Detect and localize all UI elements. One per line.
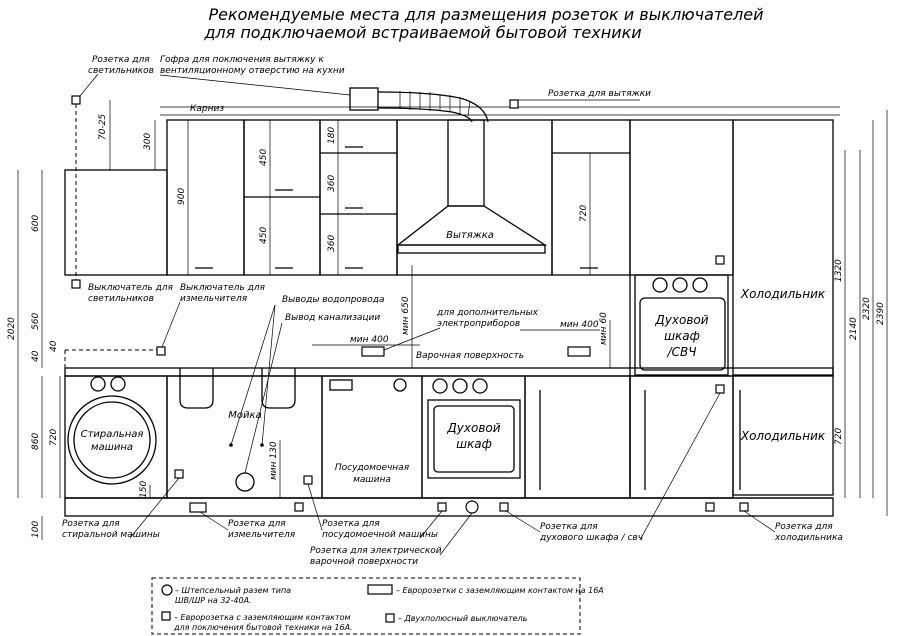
title-line-2: для подключаемой встраиваемой бытовой техники <box>204 23 642 42</box>
duct-pipe <box>350 88 488 122</box>
cornice-label: Карниз <box>190 104 225 114</box>
svg-text:70-25: 70-25 <box>98 113 108 140</box>
washing-machine-label-1: Стиральная <box>80 429 144 440</box>
washer-socket-icon <box>175 470 183 478</box>
extra-appliances-label-2: электроприборов <box>437 319 521 329</box>
legend-plug-2: ШВ/ШР на 32-40А. <box>175 596 252 605</box>
svg-text:2390: 2390 <box>876 302 886 325</box>
dishwasher <box>330 379 406 391</box>
title-line-1: Рекомендуемые места для размещения розеток и выключателей <box>208 5 764 24</box>
euro-block-2-icon <box>568 347 590 356</box>
hood-socket-label: Розетка для вытяжки <box>548 89 652 99</box>
dishwasher-socket-icon <box>304 476 312 484</box>
switch-grinder-label-1: Выключатель для <box>180 283 265 293</box>
svg-text:360: 360 <box>327 174 337 192</box>
oven-label-1: Духовой <box>447 421 501 435</box>
lamp-socket-label-1: Розетка для <box>92 55 150 65</box>
oven-mw-label-1: Духовой <box>655 313 709 327</box>
hood-label: Вытяжка <box>446 230 494 241</box>
dishwasher-socket-label-1: Розетка для <box>322 519 380 529</box>
oven-label-2: шкаф <box>456 437 492 451</box>
switch-grinder-icon <box>157 347 165 355</box>
fridge-socket-icon <box>716 385 724 393</box>
washing-machine-label-2: машина <box>91 442 133 453</box>
oven-mw-label-2: шкаф <box>664 329 700 343</box>
fridge-bottom-socket-icon <box>706 503 714 511</box>
bottom-labels <box>62 393 843 567</box>
lamp-socket-icon <box>72 96 80 104</box>
svg-text:40: 40 <box>31 350 41 362</box>
washer-socket-label-1: Розетка для <box>62 519 120 529</box>
dishwasher-label-2: машина <box>353 475 391 485</box>
svg-text:мин 400: мин 400 <box>350 335 389 345</box>
svg-text:360: 360 <box>327 234 337 252</box>
switch-lamps-label-1: Выключатель для <box>88 283 173 293</box>
svg-text:560: 560 <box>31 312 41 330</box>
legend-euro-block: – Евророзетки с заземляющим контактом на 16А <box>396 586 604 595</box>
grinder-socket-label-1: Розетка для <box>228 519 286 529</box>
legend-plug-1: – Штепсельный разем типа <box>175 586 292 595</box>
svg-text:150: 150 <box>139 480 149 498</box>
dishwasher-label-1: Посудомоечная <box>334 463 410 473</box>
dishwasher-socket-label-2: посудомоечной машины <box>322 530 439 540</box>
grinder-socket-icon <box>190 503 206 512</box>
svg-text:600: 600 <box>31 214 41 232</box>
oven-mw-label-3: /СВЧ <box>667 345 697 359</box>
fridge-top-label: Холодильник <box>740 287 826 301</box>
oven-socket-icon <box>500 503 508 511</box>
hob-socket-label-2: варочной поверхности <box>310 557 419 567</box>
switch-lamps-icon <box>72 280 80 288</box>
hob-plug-icon <box>466 501 478 513</box>
extra-appliances-label-1: для дополнительных <box>437 308 539 318</box>
duct-label-2: вентиляционному отверстию на кухни <box>160 66 345 76</box>
oven-mw-socket-icon <box>716 256 724 264</box>
svg-text:100: 100 <box>31 520 41 538</box>
sewer-outlet-label: Вывод канализации <box>285 313 381 323</box>
duct-label-1: Гофра для поключения вытяжку к <box>160 55 324 65</box>
svg-text:2320: 2320 <box>862 297 872 320</box>
hob-label: Варочная поверхность <box>415 351 525 361</box>
sink-label: Мойка <box>228 410 262 421</box>
fridge-bottom-label: Холодильник <box>740 429 826 443</box>
svg-text:мин 130: мин 130 <box>269 441 279 480</box>
fridge-socket-label-2: холодильника <box>775 533 843 543</box>
washer-socket-label-2: стиральной машины <box>62 530 160 540</box>
legend-switch: – Двухполюсный выключатель <box>398 614 528 623</box>
svg-text:450: 450 <box>259 226 269 244</box>
svg-text:мин 400: мин 400 <box>560 320 599 330</box>
switch-lamps-label-2: светильников <box>88 294 154 304</box>
grinder-socket-label-2: измельчителя <box>228 530 296 540</box>
legend-socket-1: – Евророзетка с заземляющим контактом <box>174 613 351 622</box>
water-outlets-label: Выводы водопровода <box>282 295 385 305</box>
svg-text:720: 720 <box>49 428 59 446</box>
fridge-socket-label-1: Розетка для <box>775 522 833 532</box>
top-labels <box>80 55 651 100</box>
svg-text:450: 450 <box>259 148 269 166</box>
lamp-socket-label-2: светильников <box>88 66 154 76</box>
oven-socket-label-1: Розетка для <box>540 522 598 532</box>
svg-text:2020: 2020 <box>7 317 17 340</box>
svg-text:40: 40 <box>49 340 59 352</box>
svg-text:мин 60: мин 60 <box>599 312 609 345</box>
svg-text:720: 720 <box>834 427 844 445</box>
euro-block-icon <box>362 347 384 356</box>
hood-socket-icon <box>510 100 518 108</box>
svg-text:720: 720 <box>579 204 589 222</box>
svg-text:900: 900 <box>177 187 187 205</box>
svg-text:180: 180 <box>327 126 337 144</box>
svg-text:1320: 1320 <box>834 259 844 282</box>
svg-text:300: 300 <box>143 132 153 150</box>
svg-text:2140: 2140 <box>849 317 859 340</box>
oven-socket-label-2: духового шкафа / свч <box>540 533 644 543</box>
svg-text:мин 650: мин 650 <box>401 296 411 335</box>
hob-socket-label-1: Розетка для электрической <box>310 546 442 556</box>
legend-box <box>152 578 604 634</box>
switch-grinder-label-2: измельчителя <box>180 294 248 304</box>
svg-text:860: 860 <box>31 432 41 450</box>
legend-socket-2: для поключения бытовой техники на 16А. <box>174 623 353 632</box>
